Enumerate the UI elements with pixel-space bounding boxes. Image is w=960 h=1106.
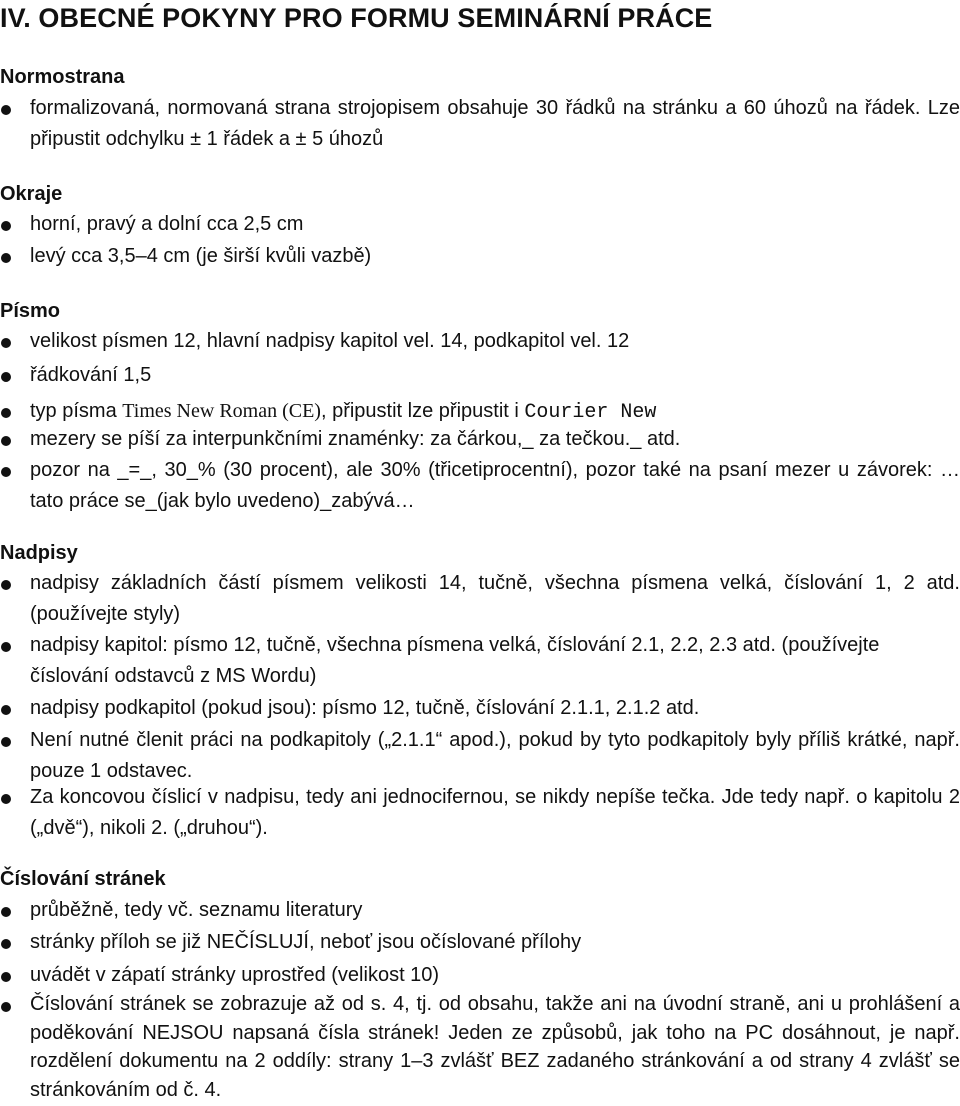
bullet-icon bbox=[1, 467, 11, 477]
section-heading-normostrana: Normostrana bbox=[0, 66, 125, 88]
bullet-icon bbox=[1, 105, 11, 115]
bullet-icon bbox=[1, 794, 11, 804]
list-item-text: nadpisy kapitol: písmo 12, tučně, všechna písmena velká, číslování 2.1, 2.2, 2.3 atd. (používejte číslování odstavců z MS Wordu) bbox=[30, 634, 880, 687]
bullet-icon bbox=[1, 338, 11, 348]
section-heading-pismo: Písmo bbox=[0, 300, 61, 322]
list-item-text: Za koncovou číslicí v nadpisu, tedy ani jednocifernou, se nikdy nepíše tečka. Jde tedy např. o kapitolu 2 („dvě“), nikoli 2. („druhou“). bbox=[30, 786, 960, 839]
bullet-icon bbox=[1, 1002, 11, 1012]
list-item-text: průběžně, tedy vč. seznamu literatury bbox=[30, 899, 363, 921]
bullet-icon bbox=[1, 436, 11, 446]
section-heading-cislovani: Číslování stránek bbox=[0, 868, 166, 890]
bullet-icon bbox=[1, 705, 11, 715]
list-item-text: Číslování stránek se zobrazuje až od s. 4, tj. od obsahu, takže ani na úvodní straně, ani u prohlášení a poděkování NEJSOU napsaná čísla stránek! Jeden ze způsobů, jak toho na PC dosáhnout, je např. rozdělení dokumentu na 2 oddíly: strany 1–3 zvlášť BEZ zadaného stránkování a od strany 4 zvlášť se stránkováním od č. 4. bbox=[30, 993, 960, 1101]
list-item-text: nadpisy základních částí písmem velikosti 14, tučně, všechna písmena velká, číslování 1, 2 atd. (používejte styly) bbox=[30, 572, 960, 625]
bullet-icon bbox=[1, 221, 11, 231]
bullet-icon bbox=[1, 408, 11, 418]
bullet-icon bbox=[1, 580, 11, 590]
list-item-text: levý cca 3,5–4 cm (je širší kvůli vazbě) bbox=[30, 245, 372, 267]
list-item-text: stránky příloh se již NEČÍSLUJÍ, neboť jsou očíslované přílohy bbox=[30, 931, 582, 953]
list-item-text: formalizovaná, normovaná strana strojopisem obsahuje 30 řádků na stránku a 60 úhozů na řádek. Lze připustit odchylku ± 1 řádek a ± 5 úhozů bbox=[30, 97, 960, 150]
section-heading-okraje: Okraje bbox=[0, 183, 63, 205]
bullet-icon bbox=[1, 939, 11, 949]
section-heading-nadpisy: Nadpisy bbox=[0, 542, 78, 564]
font-middle-text: , připustit lze připustit i bbox=[320, 400, 525, 422]
list-item-text: uvádět v zápatí stránky uprostřed (velikost 10) bbox=[30, 964, 440, 986]
list-item-text: mezery se píší za interpunkčními znaménky: za čárkou,_ za tečkou._ atd. bbox=[30, 428, 681, 450]
font-name-times: Times New Roman (CE) bbox=[122, 400, 321, 422]
list-item-text: Není nutné členit práci na podkapitoly („2.1.1“ apod.), pokud by tyto podkapitoly byly příliš krátké, např. pouze 1 odstavec. bbox=[30, 729, 960, 782]
bullet-icon bbox=[1, 372, 11, 382]
list-item-text: nadpisy podkapitol (pokud jsou): písmo 12, tučně, číslování 2.1.1, 2.1.2 atd. bbox=[30, 697, 700, 719]
list-item-text: velikost písmen 12, hlavní nadpisy kapitol vel. 14, podkapitol vel. 12 bbox=[30, 330, 630, 352]
font-name-courier: Courier New bbox=[524, 401, 657, 424]
list-item-text: horní, pravý a dolní cca 2,5 cm bbox=[30, 213, 304, 235]
bullet-icon bbox=[1, 907, 11, 917]
bullet-icon bbox=[1, 737, 11, 747]
font-prefix-text: typ písma bbox=[30, 400, 123, 422]
bullet-icon bbox=[1, 253, 11, 263]
list-item-text: řádkování 1,5 bbox=[30, 364, 152, 386]
page-title: IV. OBECNÉ POKYNY PRO FORMU SEMINÁRNÍ PRÁCE bbox=[0, 3, 713, 33]
list-item-text: pozor na _=_, 30_% (30 procent), ale 30% (třicetiprocentní), pozor také na psaní mezer u závorek: …tato práce se_(jak bylo uvedeno)_zabývá… bbox=[30, 459, 960, 512]
bullet-icon bbox=[1, 972, 11, 982]
bullet-icon bbox=[1, 642, 11, 652]
